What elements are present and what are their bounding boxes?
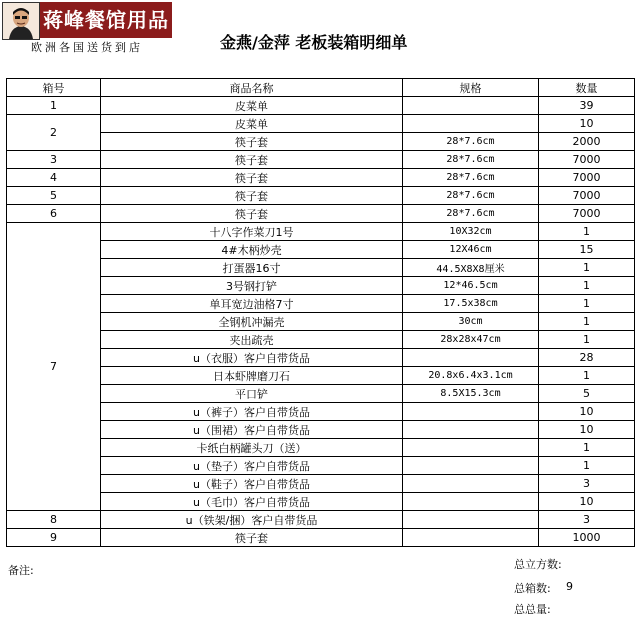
table-header-row — [7, 79, 635, 97]
table-row — [7, 205, 635, 223]
table-row — [7, 529, 635, 547]
spec-cell — [403, 457, 539, 475]
table-row — [7, 421, 635, 439]
document-title: 金燕/金萍 老板装箱明细单 — [220, 33, 408, 52]
table-row — [7, 223, 635, 241]
box-no-cell: 5 — [7, 187, 101, 205]
total-volume-label: 总立方数: — [514, 558, 562, 571]
quantity-cell: 1 — [539, 313, 635, 331]
table-row — [7, 115, 635, 133]
table-row — [7, 187, 635, 205]
spec-cell — [403, 115, 539, 133]
product-name-cell: 筷子套 — [101, 187, 403, 205]
table-row — [7, 97, 635, 115]
product-name-cell: 筷子套 — [101, 151, 403, 169]
table-row — [7, 241, 635, 259]
table-row — [7, 439, 635, 457]
box-no-cell: 3 — [7, 151, 101, 169]
remark-label: 备注: — [8, 564, 34, 577]
spec-cell: 8.5X15.3cm — [403, 385, 539, 403]
table-row — [7, 493, 635, 511]
quantity-cell: 1 — [539, 331, 635, 349]
spec-cell — [403, 97, 539, 115]
spec-cell: 28*7.6cm — [403, 133, 539, 151]
quantity-cell: 7000 — [539, 151, 635, 169]
product-name-cell: 筷子套 — [101, 529, 403, 547]
product-name-cell: u（垫子）客户自带货品 — [101, 457, 403, 475]
product-name-cell: 皮菜单 — [101, 115, 403, 133]
quantity-cell: 1 — [539, 259, 635, 277]
spec-cell — [403, 475, 539, 493]
product-name-cell: u（鞋子）客户自带货品 — [101, 475, 403, 493]
quantity-cell: 10 — [539, 115, 635, 133]
spec-cell: 28*7.6cm — [403, 187, 539, 205]
spec-cell: 20.8x6.4x3.1cm — [403, 367, 539, 385]
header-spec: 规格 — [403, 79, 539, 97]
spec-cell — [403, 529, 539, 547]
product-name-cell: 筷子套 — [101, 133, 403, 151]
table-row — [7, 367, 635, 385]
quantity-cell: 1 — [539, 367, 635, 385]
product-name-cell: 卡纸白柄罐头刀（送） — [101, 439, 403, 457]
spec-cell: 12*46.5cm — [403, 277, 539, 295]
table-row — [7, 133, 635, 151]
product-name-cell: 打蛋器16寸 — [101, 259, 403, 277]
product-name-cell: u（衣服）客户自带货品 — [101, 349, 403, 367]
table-row — [7, 313, 635, 331]
quantity-cell: 1 — [539, 277, 635, 295]
table-row — [7, 277, 635, 295]
table-row — [7, 169, 635, 187]
product-name-cell: u（铁架/捆）客户自带货品 — [101, 511, 403, 529]
product-name-cell: 单耳宽边油格7寸 — [101, 295, 403, 313]
box-no-cell: 8 — [7, 511, 101, 529]
product-name-cell: u（毛巾）客户自带货品 — [101, 493, 403, 511]
quantity-cell: 10 — [539, 403, 635, 421]
quantity-cell: 10 — [539, 421, 635, 439]
box-no-cell: 1 — [7, 97, 101, 115]
logo-tagline: 欧洲各国送货到店 — [31, 41, 143, 54]
quantity-cell: 3 — [539, 475, 635, 493]
header-product-name: 商品名称 — [101, 79, 403, 97]
spec-cell: 28*7.6cm — [403, 169, 539, 187]
product-name-cell: 筷子套 — [101, 205, 403, 223]
quantity-cell: 28 — [539, 349, 635, 367]
spec-cell — [403, 403, 539, 421]
spec-cell: 44.5X8X8厘米 — [403, 259, 539, 277]
product-name-cell: 日本虾牌磨刀石 — [101, 367, 403, 385]
spec-cell — [403, 439, 539, 457]
spec-cell — [403, 349, 539, 367]
spec-cell: 28*7.6cm — [403, 151, 539, 169]
product-name-cell: 十八字作菜刀1号 — [101, 223, 403, 241]
quantity-cell: 10 — [539, 493, 635, 511]
store-logo — [2, 2, 172, 57]
packing-list-table — [6, 78, 635, 547]
spec-cell: 30cm — [403, 313, 539, 331]
spec-cell: 28*7.6cm — [403, 205, 539, 223]
total-boxes-value: 9 — [566, 580, 573, 593]
quantity-cell: 2000 — [539, 133, 635, 151]
table-row — [7, 349, 635, 367]
quantity-cell: 1 — [539, 223, 635, 241]
spec-cell — [403, 511, 539, 529]
header-quantity: 数量 — [539, 79, 635, 97]
total-weight-label: 总总量: — [514, 603, 551, 616]
product-name-cell: 皮菜单 — [101, 97, 403, 115]
spec-cell — [403, 493, 539, 511]
quantity-cell: 1 — [539, 439, 635, 457]
table-row — [7, 151, 635, 169]
product-name-cell: 夹出疏壳 — [101, 331, 403, 349]
table-row — [7, 259, 635, 277]
table-row — [7, 511, 635, 529]
quantity-cell: 15 — [539, 241, 635, 259]
quantity-cell: 1 — [539, 457, 635, 475]
spec-cell: 28x28x47cm — [403, 331, 539, 349]
quantity-cell: 7000 — [539, 205, 635, 223]
quantity-cell: 7000 — [539, 187, 635, 205]
box-no-cell: 7 — [7, 223, 101, 511]
product-name-cell: u（围裙）客户自带货品 — [101, 421, 403, 439]
quantity-cell: 1000 — [539, 529, 635, 547]
spec-cell: 17.5x38cm — [403, 295, 539, 313]
chef-portrait-icon — [2, 2, 40, 40]
spec-cell — [403, 421, 539, 439]
box-no-cell: 4 — [7, 169, 101, 187]
spec-cell: 10X32cm — [403, 223, 539, 241]
product-name-cell: 平口铲 — [101, 385, 403, 403]
box-no-cell: 9 — [7, 529, 101, 547]
table-row — [7, 295, 635, 313]
product-name-cell: 3号钢打铲 — [101, 277, 403, 295]
product-name-cell: 4#木柄炒壳 — [101, 241, 403, 259]
product-name-cell: u（裤子）客户自带货品 — [101, 403, 403, 421]
quantity-cell: 3 — [539, 511, 635, 529]
table-row — [7, 457, 635, 475]
product-name-cell: 全钢机冲漏壳 — [101, 313, 403, 331]
quantity-cell: 5 — [539, 385, 635, 403]
total-boxes-label: 总箱数: — [514, 582, 551, 595]
header-box-no: 箱号 — [7, 79, 101, 97]
logo-name: 蒋峰餐馆用品 — [40, 2, 172, 38]
table-row — [7, 385, 635, 403]
product-name-cell: 筷子套 — [101, 169, 403, 187]
table-row — [7, 475, 635, 493]
table-row — [7, 403, 635, 421]
table-row — [7, 331, 635, 349]
quantity-cell: 7000 — [539, 169, 635, 187]
spec-cell: 12X46cm — [403, 241, 539, 259]
quantity-cell: 39 — [539, 97, 635, 115]
box-no-cell: 6 — [7, 205, 101, 223]
box-no-cell: 2 — [7, 115, 101, 151]
quantity-cell: 1 — [539, 295, 635, 313]
